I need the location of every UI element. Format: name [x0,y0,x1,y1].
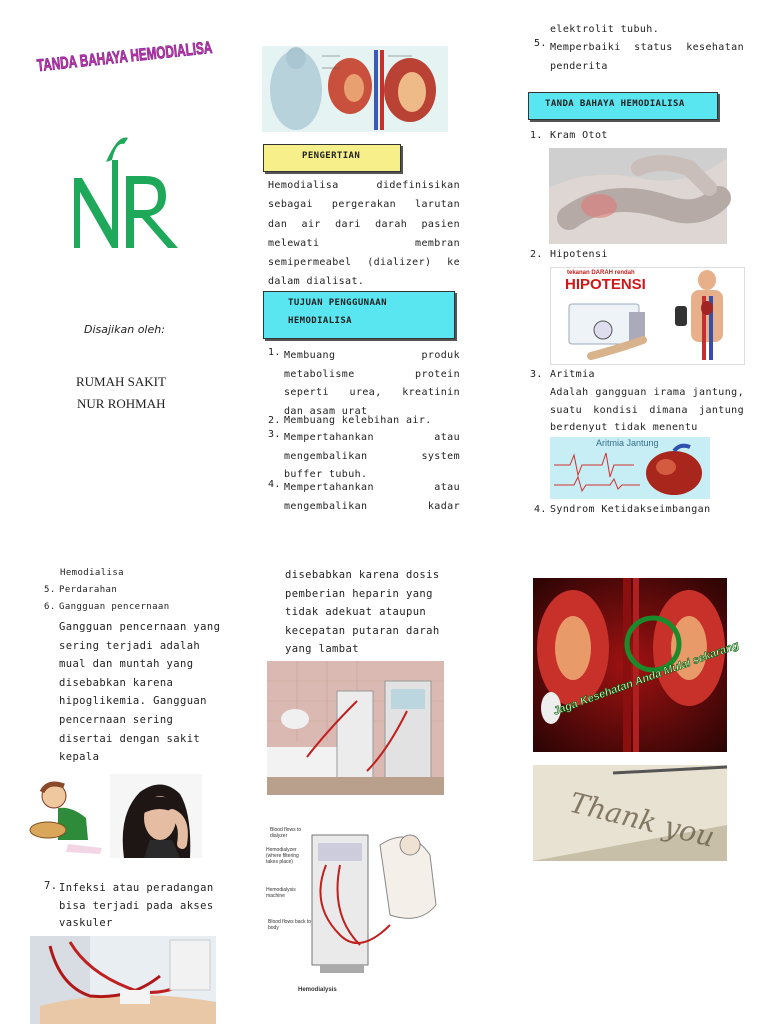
digestive-line: pencernaan sering [59,713,174,726]
pengertian-line: melewati membran [268,237,460,249]
digestive-description [59,618,220,767]
tujuan-item-line: Membuang kelebihan air. [284,415,432,426]
tujuan-item-num: 3. [268,429,281,440]
aritmia-line: Adalah gangguan irama jantung, [550,387,744,398]
pengertian-heading [263,144,401,172]
thank-you-text: Thank you [566,785,718,854]
arrhythmia-image [550,437,710,499]
heparin-line: kecepatan putaran darah [285,624,440,637]
continued-line: Hemodialisa [60,568,125,578]
pengertian-line: sebagai pergerakan larutan [268,199,460,211]
infection-line: vaskuler [59,917,113,929]
nausea-cartoon-image [28,778,108,856]
danger-item-label: Gangguan pencernaan [59,602,170,612]
danger-heading [528,92,718,120]
digestive-line: disertai dengan sakit [59,732,201,745]
dialysis-room-photo [267,661,444,795]
digestive-line: disebabkan karena [59,676,174,689]
hospital-logo [66,130,184,254]
continued-line: elektrolit tubuh. [550,24,660,35]
tujuan-item5-line: Memperbaiki status kesehatan [550,42,744,53]
hemodialysis-diagram [260,815,448,999]
digestive-line: sering terjadi adalah [59,639,201,652]
danger-item-label: Hipotensi [550,249,608,260]
tujuan-item-line: Mempertahankan atau [284,482,460,493]
tujuan-item-num: 2. [268,415,281,426]
infection-line: Infeksi atau peradangan [59,882,214,894]
pengertian-line: dan air dari darah pasien [268,218,460,230]
tujuan-item-line: seperti urea, kreatinin [284,387,460,398]
tujuan-heading-line1: TUJUAN PENGGUNAAN [288,298,387,308]
hypotension-image-subtitle: tekanan DARAH rendah [567,270,635,276]
heparin-line: disebabkan karena dosis [285,569,440,581]
danger-heading-text: TANDA BAHAYA HEMODIALISA [545,99,685,109]
digestive-line: Gangguan pencernaan yang [59,621,221,633]
tujuan-item5-num: 5. [534,38,547,49]
danger-item-num: 7. [44,880,58,892]
tujuan-item-line: dan asam urat [284,405,368,417]
hospital-name-line1: RUMAH SAKIT [76,374,166,389]
heparin-paragraph [285,566,440,659]
digestive-line: mual dan muntah yang [59,658,194,671]
tujuan-item-line: metabolisme protein [284,368,460,380]
aritmia-description [550,384,744,437]
danger-item-label: Syndrom Ketidakseimbangan [550,504,711,515]
diagram-caption: Hemodialysis [298,987,337,993]
danger-item-num: 1. [530,130,543,141]
tujuan-item-line: buffer tubuh. [284,469,368,480]
tujuan-item-num: 4. [268,479,281,490]
brochure-title-text: TANDA BAHAYA HEMODIALISA [36,29,292,76]
tujuan-item5 [550,38,744,76]
danger-item-num: 3. [530,369,543,380]
danger-item-num: 2. [530,249,543,260]
diagram-label: Hemodialysis machine [266,887,296,899]
tujuan-item-line: Mempertahankan atau [284,432,460,443]
thank-you-image [533,765,727,861]
heparin-line: pemberian heparin yang [285,587,433,600]
pengertian-line: Hemodialisa didefinisikan [268,180,460,191]
heparin-line: yang lambat [285,643,359,656]
infection-description [59,880,214,933]
aritmia-line: berdenyut tidak menentu [550,422,698,433]
tujuan-item-line: mengembalikan kadar [284,500,460,512]
danger-item-label: Perdarahan [59,585,118,595]
hypotension-image [550,267,745,365]
vascular-access-photo [30,936,216,1024]
kidney-anatomy-image [262,46,448,132]
danger-item-num: 4. [534,504,547,515]
health-banner-image [533,578,741,752]
danger-item-label: Kram Otot [550,130,608,141]
pengertian-line: semipermeabel (dializer) ke [268,257,460,269]
digestive-line: hipoglikemia. Gangguan [59,695,207,708]
tujuan-item-num: 1. [268,347,281,358]
health-banner-text: Jaga Kesehatan Anda Mulai sekarang [551,639,741,718]
presented-by-label: Disajikan oleh: [84,323,165,336]
danger-item-num: 6. [44,602,56,612]
infection-line: bisa terjadi pada akses [59,899,214,912]
danger-item-label: Aritmia [550,369,595,380]
tujuan-item-line: mengembalikan system [284,450,460,462]
headache-photo [110,774,202,858]
diagram-label: Hemodialyzer (where filtering takes place) [266,847,299,865]
digestive-line: kepala [59,751,100,764]
pengertian-heading-text: PENGERTIAN [302,151,361,161]
diagram-label: Blood flows to dialyzer [270,827,302,839]
aritmia-line: suatu kondisi dimana jantung [550,404,744,416]
muscle-cramp-image [549,148,727,244]
pengertian-line: dalam dialisat. [268,276,365,288]
tujuan-heading-line2: HEMODIALISA [288,316,353,326]
danger-item-num: 5. [44,585,56,595]
arrhythmia-image-title: Aritmia Jantung [596,438,659,448]
hypotension-image-title: HIPOTENSI [565,276,646,293]
hospital-name-line2: NUR ROHMAH [77,396,166,411]
heparin-line: tidak adekuat ataupun [285,606,427,619]
pengertian-paragraph [268,176,460,292]
tujuan-item-line: Membuang produk [284,350,460,361]
tujuan-heading [263,291,455,339]
brochure-title [34,26,292,76]
tujuan-item5-line: penderita [550,61,608,72]
diagram-label: Blood flows back to body [268,919,312,931]
